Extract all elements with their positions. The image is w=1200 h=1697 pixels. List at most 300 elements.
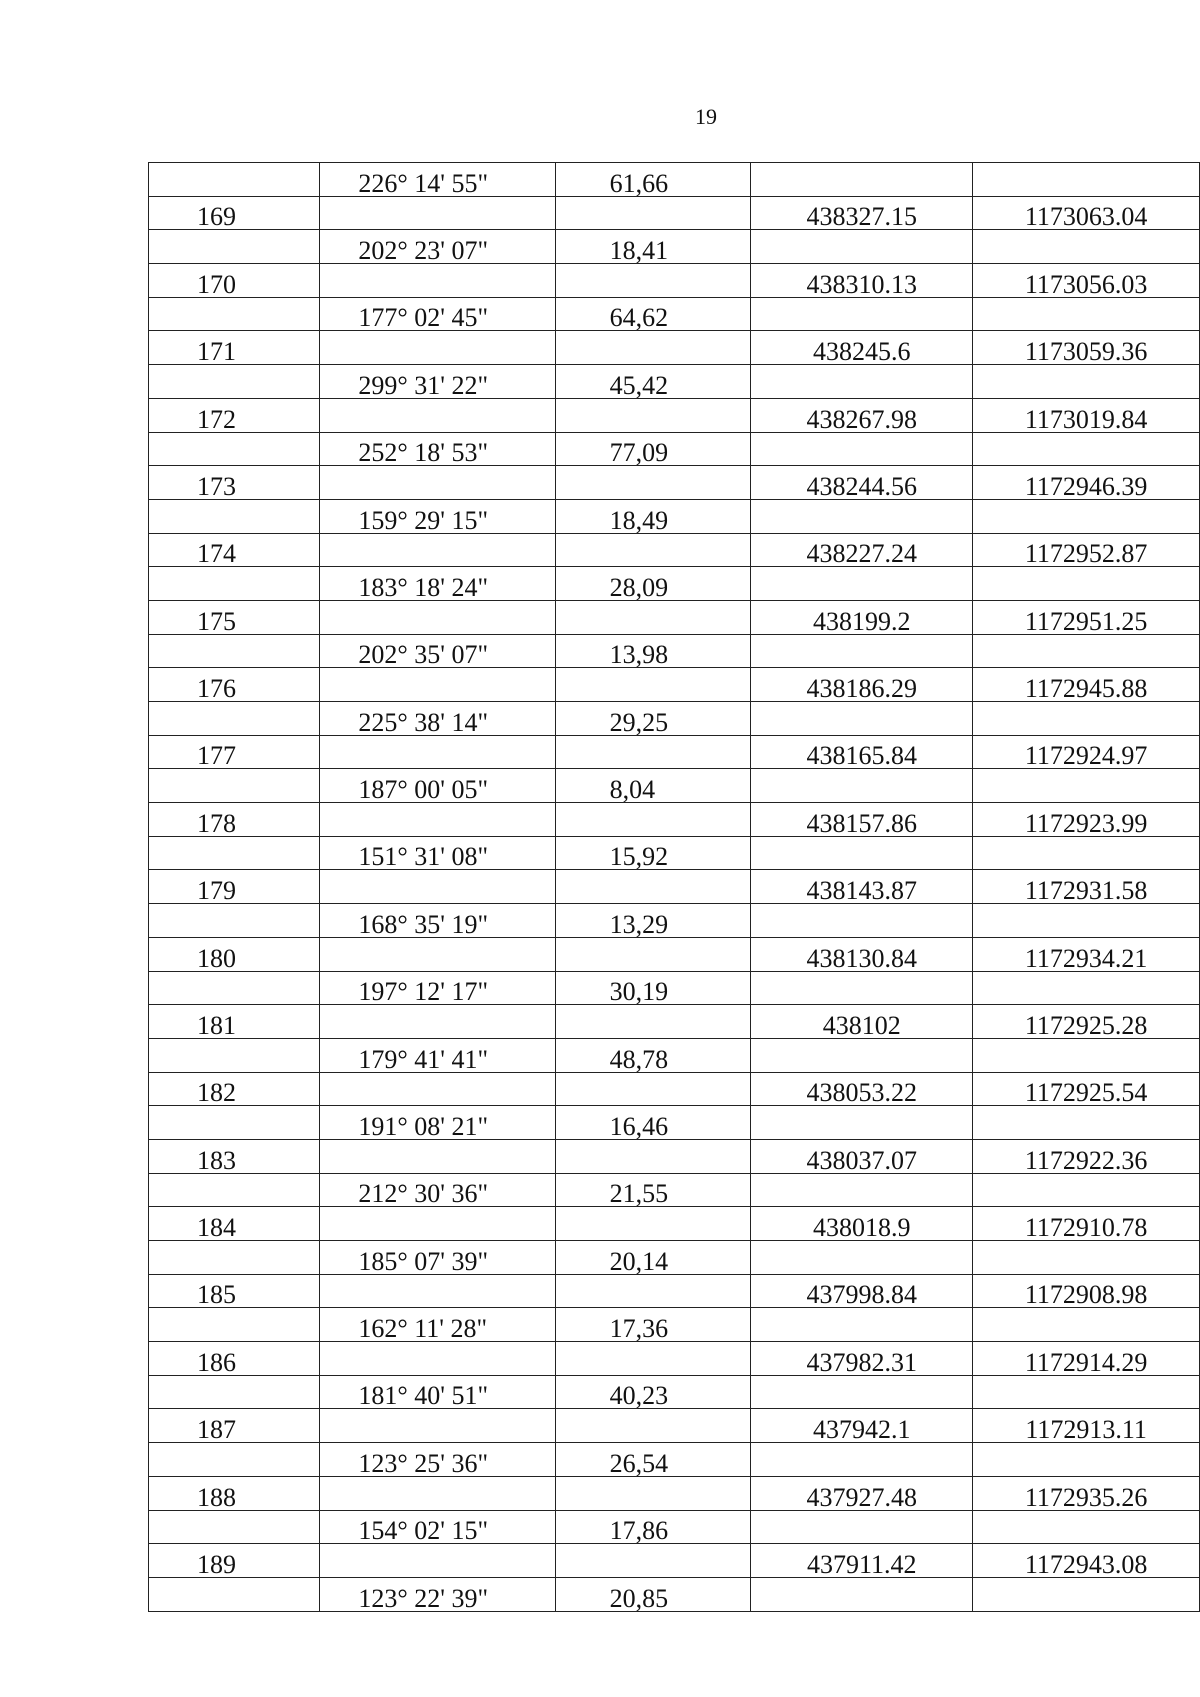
x-coordinate-cell-text: 438186.29 <box>806 674 918 702</box>
y-coordinate-cell <box>973 398 1200 432</box>
x-coordinate-cell-text: 438102 <box>822 1010 901 1039</box>
point-number-cell-text: 176 <box>197 674 236 702</box>
distance-cell <box>555 1544 751 1578</box>
point-number-cell <box>149 1409 320 1443</box>
x-coordinate-cell <box>751 702 973 736</box>
direction-angle-cell <box>320 1409 555 1443</box>
distance-cell-text: 20,14 <box>609 1246 669 1275</box>
distance-cell <box>555 1106 751 1140</box>
point-number-cell-text: 186 <box>197 1347 236 1376</box>
point-number-cell-text: 172 <box>197 404 236 432</box>
x-coordinate-cell-text: 438227.24 <box>806 539 918 567</box>
x-coordinate-cell <box>751 365 973 399</box>
distance-cell <box>555 904 751 938</box>
point-number-cell <box>149 1106 320 1140</box>
direction-angle-cell-text: 162° 11' 28" <box>358 1314 488 1342</box>
table-row <box>149 1241 1200 1275</box>
direction-angle-cell-text: 123° 25' 36" <box>358 1448 489 1477</box>
table-row <box>149 163 1200 197</box>
point-number-cell <box>149 466 320 500</box>
direction-angle-cell-text: 185° 07' 39" <box>358 1246 489 1275</box>
direction-angle-cell-text: 202° 35' 07" <box>358 640 489 668</box>
direction-angle-cell-text: 226° 14' 55" <box>358 168 489 197</box>
direction-angle-cell <box>320 1241 555 1275</box>
direction-angle-cell-text: 179° 41' 41" <box>358 1044 489 1073</box>
y-coordinate-cell-text: 1173063.04 <box>1024 202 1148 230</box>
table-row <box>149 1577 1200 1611</box>
point-number-cell <box>149 803 320 837</box>
direction-angle-cell-text: 177° 02' 45" <box>358 303 489 331</box>
point-number-cell <box>149 1173 320 1207</box>
distance-cell <box>555 1274 751 1308</box>
point-number-cell <box>149 1544 320 1578</box>
y-coordinate-cell <box>973 1308 1200 1342</box>
table-row <box>149 1139 1200 1173</box>
x-coordinate-cell <box>751 432 973 466</box>
x-coordinate-cell <box>751 230 973 264</box>
direction-angle-cell-text: 191° 08' 21" <box>358 1111 489 1140</box>
y-coordinate-cell <box>973 803 1200 837</box>
x-coordinate-cell <box>751 163 973 197</box>
y-coordinate-cell <box>973 1375 1200 1409</box>
direction-angle-cell-text: 197° 12' 17" <box>358 977 489 1005</box>
x-coordinate-cell <box>751 1577 973 1611</box>
point-number-cell <box>149 1476 320 1510</box>
y-coordinate-cell <box>973 230 1200 264</box>
direction-angle-cell <box>320 264 555 298</box>
distance-cell <box>555 1173 751 1207</box>
point-number-cell-text: 182 <box>197 1078 236 1106</box>
distance-cell <box>555 533 751 567</box>
x-coordinate-cell <box>751 1207 973 1241</box>
table-row <box>149 533 1200 567</box>
direction-angle-cell <box>320 702 555 736</box>
y-coordinate-cell-text: 1172925.28 <box>1024 1010 1148 1039</box>
table-row <box>149 668 1200 702</box>
y-coordinate-cell-text: 1173056.03 <box>1024 269 1148 298</box>
table-row <box>149 1274 1200 1308</box>
direction-angle-cell-text: 299° 31' 22" <box>358 370 489 399</box>
x-coordinate-cell <box>751 1139 973 1173</box>
distance-cell <box>555 1409 751 1443</box>
y-coordinate-cell-text: 1172924.97 <box>1024 741 1148 769</box>
x-coordinate-cell <box>751 1375 973 1409</box>
y-coordinate-cell-text: 1173019.84 <box>1024 404 1148 432</box>
x-coordinate-cell <box>751 803 973 837</box>
table-row <box>149 1443 1200 1477</box>
distance-cell-text: 17,36 <box>609 1314 669 1342</box>
direction-angle-cell <box>320 230 555 264</box>
x-coordinate-cell <box>751 1443 973 1477</box>
y-coordinate-cell-text: 1172943.08 <box>1024 1549 1148 1578</box>
direction-angle-cell <box>320 803 555 837</box>
y-coordinate-cell-text: 1172914.29 <box>1024 1347 1148 1376</box>
point-number-cell-text: 179 <box>197 876 236 904</box>
point-number-cell-text: 187 <box>197 1415 236 1443</box>
coordinates-table-container <box>148 162 1200 1612</box>
direction-angle-cell <box>320 1139 555 1173</box>
y-coordinate-cell <box>973 533 1200 567</box>
distance-cell <box>555 803 751 837</box>
x-coordinate-cell <box>751 264 973 298</box>
direction-angle-cell-text: 159° 29' 15" <box>358 505 489 534</box>
distance-cell <box>555 230 751 264</box>
table-row <box>149 870 1200 904</box>
point-number-cell <box>149 567 320 601</box>
distance-cell <box>555 365 751 399</box>
direction-angle-cell <box>320 870 555 904</box>
direction-angle-cell <box>320 1443 555 1477</box>
x-coordinate-cell <box>751 1106 973 1140</box>
y-coordinate-cell <box>973 432 1200 466</box>
distance-cell <box>555 735 751 769</box>
coordinates-table-body <box>149 163 1200 1612</box>
table-row <box>149 398 1200 432</box>
table-row <box>149 904 1200 938</box>
direction-angle-cell-text: 212° 30' 36" <box>358 1179 489 1207</box>
table-row <box>149 297 1200 331</box>
distance-cell <box>555 668 751 702</box>
direction-angle-cell <box>320 668 555 702</box>
y-coordinate-cell <box>973 870 1200 904</box>
point-number-cell <box>149 1139 320 1173</box>
distance-cell <box>555 702 751 736</box>
table-row <box>149 803 1200 837</box>
distance-cell <box>555 264 751 298</box>
y-coordinate-cell <box>973 264 1200 298</box>
y-coordinate-cell <box>973 1409 1200 1443</box>
distance-cell-text: 13,98 <box>609 640 669 668</box>
x-coordinate-cell-text: 437982.31 <box>806 1347 918 1376</box>
y-coordinate-cell <box>973 1241 1200 1275</box>
table-row <box>149 600 1200 634</box>
x-coordinate-cell-text: 438199.2 <box>813 606 911 635</box>
direction-angle-cell <box>320 937 555 971</box>
point-number-cell <box>149 1274 320 1308</box>
distance-cell <box>555 1207 751 1241</box>
direction-angle-cell <box>320 466 555 500</box>
point-number-cell <box>149 1577 320 1611</box>
distance-cell-text: 30,19 <box>609 977 669 1005</box>
point-number-cell <box>149 836 320 870</box>
direction-angle-cell <box>320 1005 555 1039</box>
y-coordinate-cell <box>973 1005 1200 1039</box>
point-number-cell <box>149 1308 320 1342</box>
y-coordinate-cell <box>973 1476 1200 1510</box>
x-coordinate-cell <box>751 466 973 500</box>
distance-cell <box>555 1308 751 1342</box>
table-row <box>149 1207 1200 1241</box>
distance-cell-text: 40,23 <box>609 1381 669 1409</box>
table-row <box>149 1510 1200 1544</box>
page-number: 19 <box>695 104 717 129</box>
direction-angle-cell <box>320 499 555 533</box>
direction-angle-cell <box>320 1375 555 1409</box>
direction-angle-cell <box>320 1072 555 1106</box>
x-coordinate-cell <box>751 735 973 769</box>
y-coordinate-cell <box>973 1577 1200 1611</box>
direction-angle-cell <box>320 365 555 399</box>
y-coordinate-cell <box>973 567 1200 601</box>
table-row <box>149 1544 1200 1578</box>
y-coordinate-cell-text: 1172952.87 <box>1024 539 1148 567</box>
y-coordinate-cell <box>973 1072 1200 1106</box>
x-coordinate-cell <box>751 668 973 702</box>
distance-cell <box>555 398 751 432</box>
distance-cell <box>555 466 751 500</box>
direction-angle-cell <box>320 567 555 601</box>
table-row <box>149 937 1200 971</box>
y-coordinate-cell-text: 1172925.54 <box>1024 1078 1148 1106</box>
distance-cell <box>555 1241 751 1275</box>
point-number-cell-text: 184 <box>197 1213 236 1241</box>
coordinates-table <box>148 162 1200 1612</box>
y-coordinate-cell <box>973 836 1200 870</box>
x-coordinate-cell-text: 438245.6 <box>813 337 911 365</box>
distance-cell-text: 17,86 <box>609 1516 669 1544</box>
y-coordinate-cell-text: 1172913.11 <box>1025 1415 1147 1443</box>
distance-cell-text: 29,25 <box>609 707 669 736</box>
table-row <box>149 836 1200 870</box>
x-coordinate-cell <box>751 196 973 230</box>
x-coordinate-cell <box>751 398 973 432</box>
point-number-cell-text: 183 <box>197 1145 236 1174</box>
x-coordinate-cell-text: 437998.84 <box>806 1280 918 1308</box>
point-number-cell <box>149 1005 320 1039</box>
distance-cell <box>555 1476 751 1510</box>
x-coordinate-cell-text: 438157.86 <box>806 808 918 837</box>
point-number-cell-text: 185 <box>197 1280 236 1308</box>
distance-cell-text: 13,29 <box>609 909 669 938</box>
point-number-cell-text: 178 <box>197 808 236 837</box>
distance-cell <box>555 567 751 601</box>
distance-cell-text: 28,09 <box>609 572 669 601</box>
table-row <box>149 264 1200 298</box>
point-number-cell <box>149 398 320 432</box>
direction-angle-cell-text: 202° 23' 07" <box>358 236 489 264</box>
point-number-cell-text: 180 <box>197 943 236 971</box>
point-number-cell <box>149 971 320 1005</box>
y-coordinate-cell <box>973 1342 1200 1376</box>
y-coordinate-cell-text: 1173059.36 <box>1024 337 1148 365</box>
point-number-cell-text: 177 <box>197 741 236 769</box>
x-coordinate-cell-text: 438327.15 <box>806 202 918 230</box>
distance-cell-text: 26,54 <box>609 1448 669 1477</box>
y-coordinate-cell <box>973 196 1200 230</box>
distance-cell <box>555 163 751 197</box>
x-coordinate-cell <box>751 1274 973 1308</box>
y-coordinate-cell <box>973 668 1200 702</box>
y-coordinate-cell-text: 1172922.36 <box>1024 1145 1148 1174</box>
x-coordinate-cell <box>751 904 973 938</box>
distance-cell <box>555 1038 751 1072</box>
x-coordinate-cell <box>751 1072 973 1106</box>
y-coordinate-cell <box>973 735 1200 769</box>
y-coordinate-cell <box>973 499 1200 533</box>
x-coordinate-cell <box>751 600 973 634</box>
direction-angle-cell <box>320 1274 555 1308</box>
distance-cell-text: 21,55 <box>609 1179 669 1207</box>
table-row <box>149 1308 1200 1342</box>
x-coordinate-cell <box>751 1510 973 1544</box>
table-row <box>149 1173 1200 1207</box>
y-coordinate-cell <box>973 1106 1200 1140</box>
direction-angle-cell <box>320 398 555 432</box>
table-row <box>149 331 1200 365</box>
y-coordinate-cell <box>973 937 1200 971</box>
point-number-cell <box>149 432 320 466</box>
y-coordinate-cell <box>973 1139 1200 1173</box>
x-coordinate-cell <box>751 937 973 971</box>
y-coordinate-cell <box>973 1038 1200 1072</box>
y-coordinate-cell <box>973 163 1200 197</box>
x-coordinate-cell <box>751 1409 973 1443</box>
point-number-cell-text: 181 <box>197 1010 236 1039</box>
direction-angle-cell <box>320 1106 555 1140</box>
table-row <box>149 466 1200 500</box>
distance-cell <box>555 1577 751 1611</box>
x-coordinate-cell <box>751 1038 973 1072</box>
point-number-cell <box>149 1072 320 1106</box>
y-coordinate-cell <box>973 1173 1200 1207</box>
distance-cell <box>555 1443 751 1477</box>
direction-angle-cell <box>320 735 555 769</box>
point-number-cell <box>149 1510 320 1544</box>
y-coordinate-cell <box>973 365 1200 399</box>
x-coordinate-cell <box>751 1005 973 1039</box>
x-coordinate-cell <box>751 971 973 1005</box>
y-coordinate-cell-text: 1172946.39 <box>1024 471 1148 500</box>
y-coordinate-cell-text: 1172934.21 <box>1024 943 1148 971</box>
table-row <box>149 499 1200 533</box>
distance-cell-text: 64,62 <box>609 303 669 331</box>
direction-angle-cell <box>320 634 555 668</box>
direction-angle-cell <box>320 196 555 230</box>
point-number-cell <box>149 600 320 634</box>
y-coordinate-cell <box>973 297 1200 331</box>
direction-angle-cell-text: 123° 22' 39" <box>358 1583 489 1612</box>
y-coordinate-cell-text: 1172935.26 <box>1024 1482 1148 1510</box>
distance-cell-text: 15,92 <box>609 842 669 870</box>
distance-cell <box>555 870 751 904</box>
distance-cell <box>555 331 751 365</box>
point-number-cell-text: 174 <box>197 539 236 567</box>
x-coordinate-cell <box>751 836 973 870</box>
table-row <box>149 971 1200 1005</box>
direction-angle-cell-text: 187° 00' 05" <box>358 775 489 803</box>
point-number-cell <box>149 937 320 971</box>
y-coordinate-cell <box>973 702 1200 736</box>
direction-angle-cell-text: 154° 02' 15" <box>358 1516 489 1544</box>
point-number-cell <box>149 870 320 904</box>
direction-angle-cell-text: 168° 35' 19" <box>358 909 489 938</box>
distance-cell <box>555 769 751 803</box>
table-row <box>149 1005 1200 1039</box>
point-number-cell <box>149 196 320 230</box>
x-coordinate-cell <box>751 499 973 533</box>
point-number-cell <box>149 163 320 197</box>
point-number-cell <box>149 297 320 331</box>
distance-cell-text: 61,66 <box>609 168 669 197</box>
distance-cell-text: 8,04 <box>609 775 656 803</box>
x-coordinate-cell-text: 438037.07 <box>806 1145 918 1174</box>
table-row <box>149 735 1200 769</box>
x-coordinate-cell-text: 438018.9 <box>813 1213 911 1241</box>
point-number-cell-text: 170 <box>197 269 236 298</box>
y-coordinate-cell-text: 1172908.98 <box>1024 1280 1148 1308</box>
point-number-cell <box>149 769 320 803</box>
distance-cell-text: 20,85 <box>609 1583 669 1612</box>
direction-angle-cell <box>320 769 555 803</box>
point-number-cell-text: 169 <box>197 202 236 230</box>
x-coordinate-cell <box>751 1544 973 1578</box>
point-number-cell <box>149 735 320 769</box>
direction-angle-cell-text: 151° 31' 08" <box>358 842 489 870</box>
x-coordinate-cell-text: 438244.56 <box>806 471 918 500</box>
direction-angle-cell <box>320 331 555 365</box>
y-coordinate-cell-text: 1172931.58 <box>1024 876 1148 904</box>
table-row <box>149 230 1200 264</box>
y-coordinate-cell <box>973 904 1200 938</box>
point-number-cell-text: 171 <box>197 337 236 365</box>
distance-cell <box>555 499 751 533</box>
y-coordinate-cell <box>973 769 1200 803</box>
point-number-cell <box>149 634 320 668</box>
y-coordinate-cell-text: 1172910.78 <box>1024 1213 1148 1241</box>
y-coordinate-cell-text: 1172945.88 <box>1024 674 1148 702</box>
x-coordinate-cell-text: 438130.84 <box>806 943 918 971</box>
y-coordinate-cell <box>973 971 1200 1005</box>
table-row <box>149 702 1200 736</box>
point-number-cell <box>149 1375 320 1409</box>
distance-cell <box>555 937 751 971</box>
table-row <box>149 567 1200 601</box>
table-row <box>149 365 1200 399</box>
point-number-cell <box>149 264 320 298</box>
x-coordinate-cell <box>751 533 973 567</box>
point-number-cell <box>149 904 320 938</box>
y-coordinate-cell <box>973 1207 1200 1241</box>
x-coordinate-cell <box>751 1342 973 1376</box>
distance-cell <box>555 432 751 466</box>
x-coordinate-cell-text: 438310.13 <box>806 269 918 298</box>
direction-angle-cell <box>320 1173 555 1207</box>
x-coordinate-cell <box>751 1173 973 1207</box>
point-number-cell <box>149 230 320 264</box>
distance-cell <box>555 836 751 870</box>
x-coordinate-cell-text: 438267.98 <box>806 404 918 432</box>
point-number-cell <box>149 1342 320 1376</box>
x-coordinate-cell <box>751 634 973 668</box>
direction-angle-cell <box>320 1510 555 1544</box>
x-coordinate-cell-text: 437927.48 <box>806 1482 918 1510</box>
direction-angle-cell <box>320 1038 555 1072</box>
direction-angle-cell-text: 225° 38' 14" <box>358 707 489 736</box>
direction-angle-cell-text: 181° 40' 51" <box>358 1381 489 1409</box>
distance-cell-text: 45,42 <box>609 370 669 399</box>
table-row <box>149 634 1200 668</box>
distance-cell <box>555 1139 751 1173</box>
y-coordinate-cell-text: 1172951.25 <box>1024 606 1148 635</box>
distance-cell-text: 18,49 <box>609 505 669 534</box>
y-coordinate-cell <box>973 331 1200 365</box>
distance-cell-text: 18,41 <box>609 236 669 264</box>
table-row <box>149 196 1200 230</box>
x-coordinate-cell <box>751 1241 973 1275</box>
table-row <box>149 1476 1200 1510</box>
point-number-cell <box>149 533 320 567</box>
point-number-cell <box>149 702 320 736</box>
